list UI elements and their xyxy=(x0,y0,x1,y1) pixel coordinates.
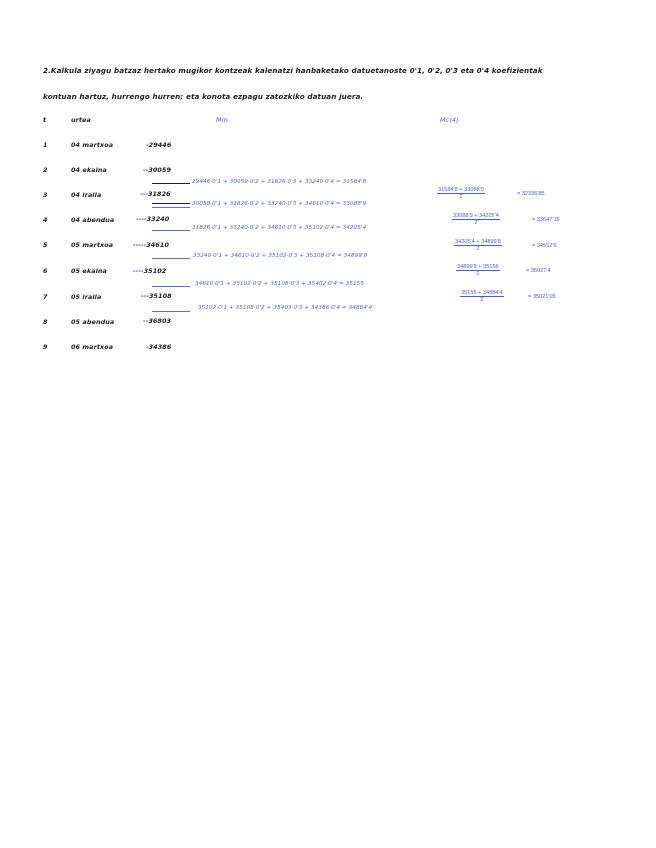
row-value xyxy=(133,241,169,249)
bracket-line xyxy=(152,286,190,287)
row-value-text: 35102 xyxy=(143,267,167,275)
row-t: 8 xyxy=(43,318,48,326)
mc-denominator: 2 xyxy=(476,271,480,277)
bracket-line xyxy=(152,311,190,312)
header-mc: Mc(4) xyxy=(440,116,459,124)
mm-calculation: 33240·0'1 + 34610·0'2 + 35102·0'3 + 35108·0'4 = 34899'8 xyxy=(193,253,368,259)
leader-dots: -- xyxy=(143,166,149,174)
mc-fraction xyxy=(460,290,556,303)
header-t: t xyxy=(43,116,47,124)
row-date: 05 martxoa xyxy=(71,241,114,249)
row-value xyxy=(146,343,171,351)
mc-denominator: 2 xyxy=(476,246,480,252)
mc-result: = 32336'85 xyxy=(517,191,545,197)
row-t: 7 xyxy=(43,293,48,301)
leader-dots: --- xyxy=(141,292,149,300)
header-mm: Mm xyxy=(216,116,228,124)
mc-fraction xyxy=(437,187,545,200)
mc-fraction xyxy=(454,239,557,252)
header-date: urtea xyxy=(71,116,91,124)
bracket-line xyxy=(152,258,190,259)
row-value-text: 34386 xyxy=(148,343,172,351)
row-t: 4 xyxy=(43,216,48,224)
bracket-line xyxy=(152,230,190,231)
row-value-text: 36803 xyxy=(148,317,172,325)
mm-calculation: 30059·0'1 + 31826·0'2 + 33240·0'3 + 34610·0'4 = 33088'9 xyxy=(192,201,367,207)
row-value xyxy=(143,166,171,174)
mc-fraction xyxy=(452,213,560,226)
mc-result: = 33647'15 xyxy=(532,217,560,223)
leader-dots: ---- xyxy=(136,215,147,223)
row-date: 05 iraila xyxy=(71,293,102,301)
row-date: 04 abendua xyxy=(71,216,115,224)
mc-numerator: 31584'8 + 33088'9 xyxy=(438,187,484,193)
row-value-text: 29446 xyxy=(148,141,172,149)
mm-calculation: 31826·0'1 + 33240·0'2 + 34610·0'3 + 35102·0'4 = 34205'4 xyxy=(192,225,367,231)
bracket-line xyxy=(152,203,190,204)
row-value-text: 34610 xyxy=(146,241,169,249)
row-value xyxy=(143,317,171,325)
mc-fraction xyxy=(456,264,551,277)
row-value xyxy=(133,267,166,275)
row-t: 2 xyxy=(43,166,48,174)
row-value xyxy=(136,215,169,223)
row-date: 04 ekaina xyxy=(71,166,107,174)
question-line-2: kontuan hartuz, hurrengo hurren; eta konota ezpagu zatozkiko datuan juera. xyxy=(43,92,364,101)
mc-result: = 35021'05 xyxy=(528,294,556,300)
leader-dots: - xyxy=(146,343,149,351)
mc-numerator: 34899'8 + 35155 xyxy=(457,264,499,270)
row-t: 6 xyxy=(43,267,48,275)
row-value-text: 35108 xyxy=(148,292,172,300)
row-date: 04 martxoa xyxy=(71,141,114,149)
row-value xyxy=(140,190,171,198)
row-t: 5 xyxy=(43,241,48,249)
leader-dots: --- xyxy=(140,190,148,198)
leader-dots: -- xyxy=(143,317,149,325)
row-t: 3 xyxy=(43,191,48,199)
row-value-text: 33240 xyxy=(146,215,170,223)
mc-numerator: 35155 + 34884'4 xyxy=(461,290,503,296)
row-value-text: 30059 xyxy=(148,166,172,174)
mc-denominator: 2 xyxy=(459,194,463,200)
row-date: 05 ekaina xyxy=(71,267,107,275)
mm-calculation: 35102·0'1 + 35108·0'2 + 35403·0'3 + 34386·0'4 = 34884'4 xyxy=(198,305,373,311)
row-value xyxy=(146,141,171,149)
question-line-1: 2.Kalkula ziyagu batzaz hertako mugikor kontzeak kalenatzi hanbaketako datuetanoste 0'1, 0'2, 0'3 eta 0'4 koefizientak xyxy=(43,66,543,75)
mc-result: = 34552'6 xyxy=(532,243,557,249)
row-date: 04 iraila xyxy=(71,191,102,199)
bracket-line xyxy=(152,183,190,184)
mc-denominator: 2 xyxy=(480,297,484,303)
leader-dots: - xyxy=(146,141,149,149)
mc-numerator: 33088'9 + 34205'4 xyxy=(453,213,499,219)
mc-result: = 35027'4 xyxy=(526,268,551,274)
row-date: 05 abendua xyxy=(71,318,115,326)
leader-dots: ----- xyxy=(133,241,147,249)
mc-numerator: 34205'4 + 34899'8 xyxy=(455,239,501,245)
row-date: 06 martxoa xyxy=(71,343,114,351)
bracket-line xyxy=(152,207,190,208)
row-value-text: 31826 xyxy=(147,190,171,198)
row-value xyxy=(141,292,172,300)
mm-calculation: 29446·0'1 + 30059·0'2 + 31826·0'3 + 33240·0'4 = 31584'8 xyxy=(192,179,367,185)
leader-dots: ---- xyxy=(133,267,144,275)
row-t: 1 xyxy=(43,141,48,149)
mc-denominator: 2 xyxy=(474,220,478,226)
mm-calculation: 34610·0'1 + 35102·0'2 + 35108·0'3 + 35402·0'4 = 35155 xyxy=(195,281,364,287)
row-t: 9 xyxy=(43,343,48,351)
